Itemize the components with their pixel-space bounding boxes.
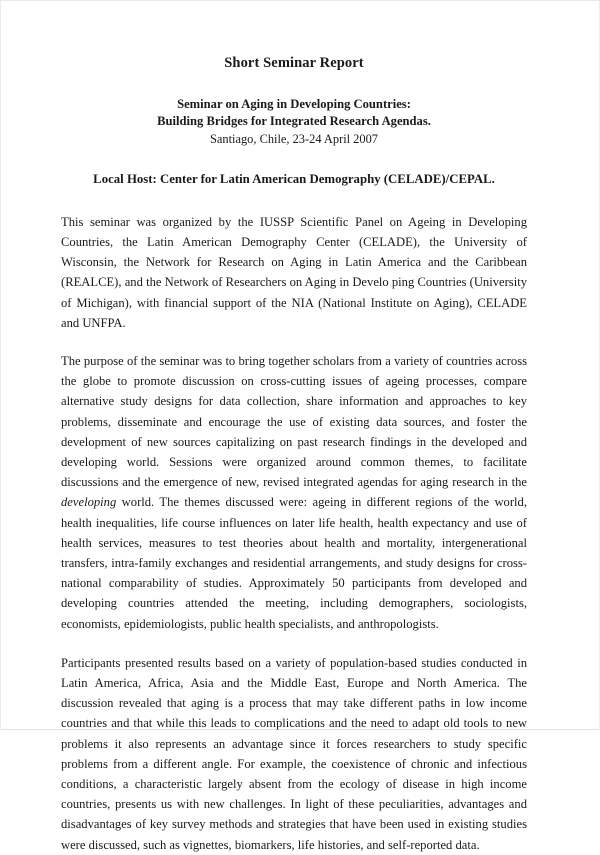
seminar-subtitle-block bbox=[61, 72, 527, 148]
document-body bbox=[61, 1, 527, 855]
paragraph-purpose-part-1: The purpose of the seminar was to bring together scholars from a variety of countries across the globe to promote discussion on cross-cutting issues of ageing processes, compare alternative study designs for data collection, share information and approaches to key problems, disseminate and encourage the use of existing data sources, and foster the development of new sources capitalizing on past research findings in the developed and developing world. Sessions were organized around common themes, to facilitate discussions and the emergence of new, revised integrated agendas for aging research in the bbox=[61, 353, 527, 490]
paragraph-purpose bbox=[61, 333, 527, 634]
subtitle-line-1: Seminar on Aging in Developing Countries: bbox=[177, 97, 411, 112]
page-title: Short Seminar Report bbox=[224, 55, 364, 71]
paragraph-purpose-italic-term: developing bbox=[61, 495, 117, 510]
paragraph-participants: Participants presented results based on a variety of population-based studies conducted in Latin America, Africa, Asia and the Middle East, Europe and North America. The discussion revealed that aging is a process that may take different paths in low income countries and that while this leads to complications and the need to adapt old tools to new problems it also represents an advantage since it forces researchers to study specific problems from a different angle. For example, the coexistence of chronic and infectious conditions, a characteristic largely absent from the ecology of disease in high income countries, presents us with new challenges. In light of these peculiarities, advantages and disadvantages of key survey methods and strategies that have been used in existing studies were discussed, such as vignettes, biomarkers, life histories, and self-reported data. bbox=[61, 655, 527, 852]
local-host-line: Local Host: Center for Latin American Demography (CELADE)/CEPAL. bbox=[93, 171, 495, 186]
paragraph-purpose-part-2: world. The themes discussed were: ageing in different regions of the world, health inequalities, life course influences on later life health, health expectancy and use of health services, measures to test theories about health and mortality, intergenerational transfers, intra-family exchanges and residential arrangements, and study designs for cross-national comparability of studies. Approximately 50 participants from developed and developing countries attended the meeting, including demographers, sociologists, economists, epidemiologists, public health specialists, and anthropologists. bbox=[61, 495, 527, 631]
venue-and-date: Santiago, Chile, 23-24 April 2007 bbox=[210, 132, 378, 147]
paragraph-organizers: This seminar was organized by the IUSSP Scientific Panel on Ageing in Developing Countries, the Latin American Demography Center (CELADE), the University of Wisconsin, the Network for Research on Aging in Latin America and the Caribbean (REALCE), and the Network of Researchers on Aging in Develo ping Countries (University of Michigan), with financial support of the NIA (National Institute on Aging), CELADE and UNFPA. bbox=[61, 214, 527, 330]
subtitle-line-2: Building Bridges for Integrated Research Agendas. bbox=[157, 113, 431, 128]
